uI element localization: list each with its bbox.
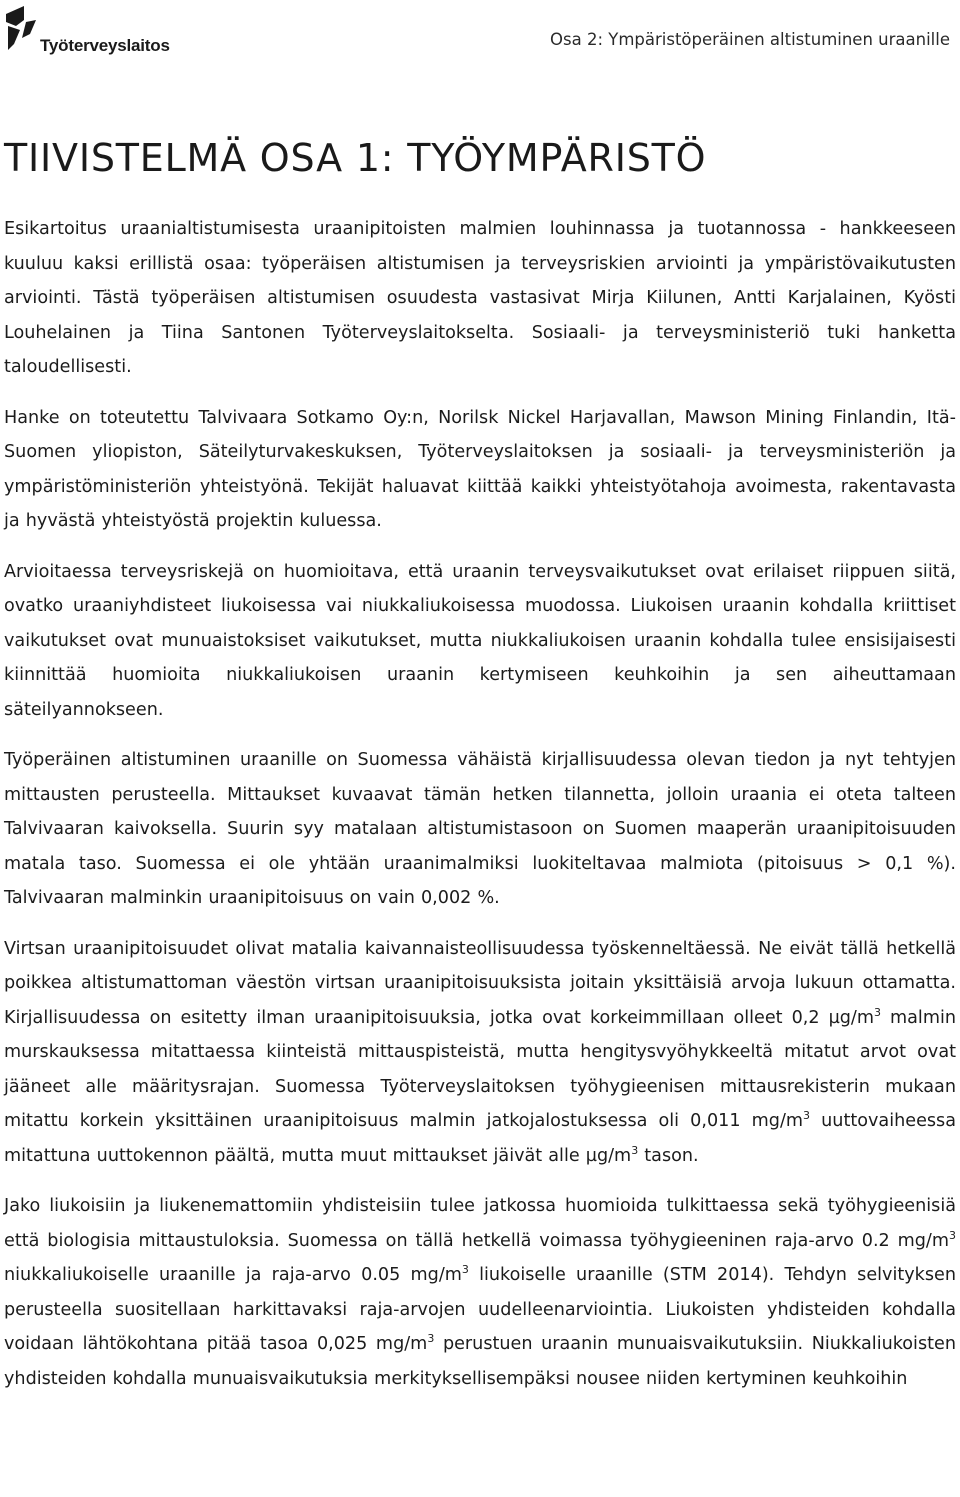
logo-text: Työterveyslaitos (40, 36, 170, 55)
superscript: 3 (874, 1005, 881, 1019)
superscript: 3 (631, 1143, 639, 1157)
paragraph-text: niukkaliukoiselle uraanille ja raja-arvo 0.05 mg/m (4, 1265, 462, 1285)
superscript: 3 (949, 1228, 956, 1242)
paragraph-6 (4, 1189, 956, 1396)
paragraph-3: Arvioitaessa terveysriskejä on huomioitava, että uraanin terveysvaikutukset ovat erilaiset riippuen siitä, ovatko uraaniyhdisteet liukoisessa vai niukkaliukoisessa muodossa. Liukoisen uraanin kohdalla kriittiset vaikutukset ovat munuaistoksiset vaikutukset, mutta niukkaliukoisen uraanin kohdalla tulee ensisijaisesti kiinnittää huomioita niukkaliukoisen uraanin kertymiseen keuhkoihin ja sen aiheuttamaan säteilyannokseen. (4, 561, 956, 720)
paragraph-1: Esikartoitus uraanialtistumisesta uraanipitoisten malmien louhinnassa ja tuotannossa - hankkeeseen kuuluu kaksi erillistä osaa: työperäisen altistumisen ja terveysriskien arviointi ja ympäristövaikutusten arviointi. Tästä työperäisen altistumisen osuudesta vastasivat Mirja Kiilunen, Antti Karjalainen, Kyösti Louhelainen ja Tiina Santonen Työterveyslaitokselta. Sosiaali- ja terveysministeriö tuki hanketta taloudellisesti. (4, 219, 956, 377)
logo (6, 6, 176, 62)
paragraph-text: perustuen uraanin munuaisvaikutuksiin. Niukkaliukoisten yhdisteiden kohdalla munuaisvaikutuksia merkityksellisempäksi nousee niiden kertyminen keuhkoihin (4, 1334, 956, 1389)
paragraph-text: malmin murskauksessa mitattaessa kiinteistä mittauspisteistä, mutta hengitysvyöhykkeeltä mitatut arvot ovat jääneet alle määritysrajan. Suomessa Työterveyslaitoksen työhygieenisen mittausrekisterin mukaan mitattu korkein yksittäinen uraanipitoisuus malmin jatkojalostuksessa oli 0,011 mg/m (4, 1007, 956, 1131)
paragraph-2: Hanke on toteutettu Talvivaara Sotkamo Oy:n, Norilsk Nickel Harjavallan, Mawson Mining Finlandin, Itä-Suomen yliopiston, Säteilyturvakeskuksen, Työterveyslaitoksen ja sosiaali- ja terveysministeriön ja ympäristöministeriön yhteistyönä. Tekijät haluavat kiittää kaikki yhteistyötahoja avoimesta, rakentavasta ja hyvästä yhteistyöstä projektin kuluessa. (4, 407, 956, 531)
paragraph-text: Jako liukoisiin ja liukenemattomiin yhdisteisiin tulee jatkossa huomioida tulkittaessa sekä työhygieenisiä että biologisia mittaustuloksia. Suomessa on tällä hetkellä voimassa työhygieeninen raja-arvo 0.2 mg/m (4, 1196, 956, 1251)
paragraph-4: Työperäinen altistuminen uraanille on Suomessa vähäistä kirjallisuudessa olevan tiedon ja nyt tehtyjen mittausten perusteella. Mittaukset kuvaavat tämän hetken tilannetta, jolloin uraania ei oteta talteen Talvivaaran kaivoksella. Suurin syy matalaan altistumistasoon on Suomen maaperän uraanipitoisuuden matala taso. Suomessa ei ole yhtään uraanimalmiksi luokiteltavaa malmiota (pitoisuus > 0,1 %). Talvivaaran malminkin uraanipitoisuus on vain 0,002 %. (4, 750, 956, 908)
superscript: 3 (803, 1109, 811, 1123)
paragraph-5 (4, 932, 956, 1174)
superscript: 3 (461, 1263, 469, 1277)
page-title: TIIVISTELMÄ OSA 1: TYÖYMPÄRISTÖ (4, 136, 707, 180)
paragraph-text: uuttovaiheessa mitattuna uuttokennon päältä, mutta muut mittaukset jäivät alle µg/m (4, 1111, 957, 1166)
superscript: 3 (427, 1332, 435, 1346)
running-head: Osa 2: Ympäristöperäinen altistuminen uraanille (550, 30, 950, 49)
paragraph-text: liukoiselle uraanille (STM 2014). Tehdyn selvityksen perusteella suositellaan harkittavaksi raja-arvojen uudelleenarviointia. Liukoisten yhdisteiden kohdalla voidaan lähtökohtana pitää tasoa 0,025 mg/m (4, 1265, 956, 1354)
paragraph-text: Virtsan uraanipitoisuudet olivat matalia kaivannaisteollisuudessa työskenneltäessä. Ne eivät tällä hetkellä poikkea altistumattoman väestön virtsan uraanipitoisuuksista joitain yksittäisiä arvoja lukuun ottamatta. Kirjallisuudessa on esitetty ilman uraanipitoisuuksia, jotka ovat korkeimmillaan olleet 0,2 µg/m (4, 938, 956, 1028)
page-header (0, 0, 960, 70)
document-body (4, 212, 956, 1412)
paragraph-text: tason. (638, 1145, 699, 1166)
logo-mark-icon (6, 6, 40, 54)
